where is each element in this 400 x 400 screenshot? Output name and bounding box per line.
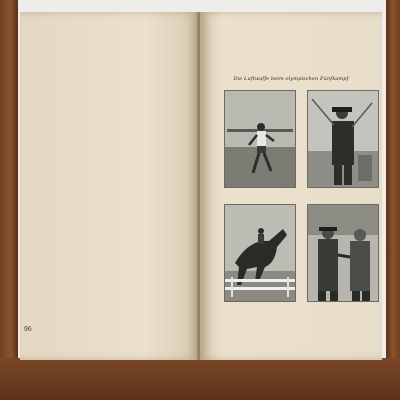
- photo-officers-handshake: [307, 204, 379, 302]
- right-page-title: Die Luftwaffe beim olympischen Fünfkampf: [233, 76, 349, 82]
- book-cover-right-edge: [386, 0, 400, 400]
- photo-horse-jump: [224, 204, 296, 302]
- page-number: 96: [24, 326, 32, 333]
- book-cover-bottom-edge: [0, 358, 400, 400]
- left-page-body-text: [26, 30, 172, 320]
- book-cover-left-edge: [0, 0, 18, 400]
- photo-officer-fencing: [307, 90, 379, 188]
- photo-runner: [224, 90, 296, 188]
